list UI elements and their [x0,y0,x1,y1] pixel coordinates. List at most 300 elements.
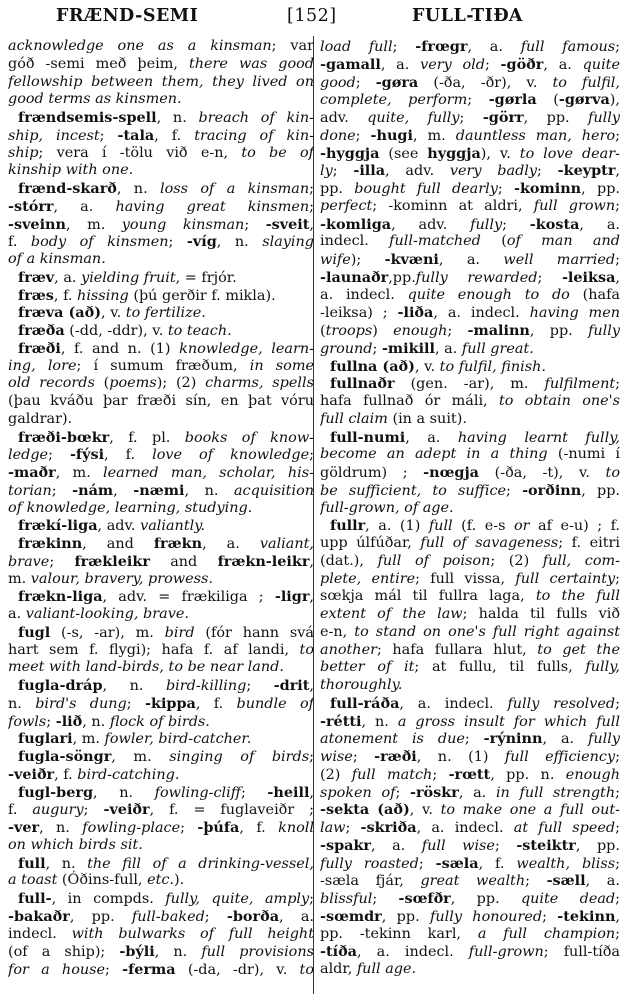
headword: hyggja [427,144,481,162]
headword: -sœmdr [320,907,382,925]
dictionary-line [8,890,314,908]
definition-text: great wealth [420,873,526,890]
headword: -tekinn [557,907,616,925]
definition-text: bird [164,624,195,641]
dictionary-line [8,109,314,127]
right-column [320,38,620,993]
dictionary-line [320,145,620,163]
entry-text: upp úlfúðar, [320,535,421,551]
dictionary-line [320,801,620,819]
dictionary-line [320,464,620,482]
definition-text: well married [503,252,616,268]
definition-text: another [320,641,377,658]
dictionary-line [320,109,620,127]
dictionary-line [320,500,620,518]
entry-text: ), v. [480,145,520,162]
entry-text: , [309,784,314,801]
entry-text: (f. e-s [452,518,514,535]
definition-text: fully roasted [320,855,419,872]
headword: -spakr [320,836,372,854]
dictionary-line [8,500,314,518]
definition-text: of man and [506,233,620,250]
entry-text: , = frjór. [175,269,237,286]
entry-text: ; [537,163,558,180]
dictionary-line [8,127,314,145]
dictionary-line [8,482,314,500]
definition-text: young kinsman [121,216,245,233]
entry-text: ; [48,447,70,464]
definition-text: to obtain one's [498,393,620,409]
definition-text: full of savageness [420,535,559,551]
entry-text: , v. [409,802,441,819]
definition-text: to stand on one's full right against [354,623,620,640]
dictionary-line [8,961,314,979]
headword: -maðr [8,464,56,481]
entry-text: pp. [320,181,355,197]
dictionary-line [8,251,314,269]
entry-text: ; [615,252,620,268]
dictionary-line [320,74,620,92]
dictionary-line [320,588,620,606]
entry-text: ; [459,110,483,126]
entry-text: ); (2) [156,375,206,392]
headword: -tíða [320,943,358,961]
dictionary-line [320,713,620,731]
definition-text: troops [325,323,373,339]
entry-text: , pp. [581,181,620,197]
dictionary-line [8,659,314,677]
headword: -ligr [274,588,310,606]
entry-text: a. [8,606,26,622]
headword: -sœfðr [398,890,451,907]
definition-text: acknowledge one as a kinsman [8,38,272,54]
dictionary-line [8,713,314,731]
entry-text: (2) [320,766,352,783]
dictionary-line [320,535,620,553]
dictionary-line [320,340,620,358]
headword: -sveinn [8,215,66,233]
dictionary-line [8,91,314,109]
dictionary-line [320,233,620,251]
definition-text: fowls [8,713,47,730]
definition-text: of knowledge, learning, studying. [8,499,253,516]
headword: -drit [273,677,310,694]
definition-text: augury [32,802,84,819]
headword: fullna (að) [330,357,415,375]
headword: -mikill [381,339,435,357]
dictionary-line [8,287,314,305]
entry-text: (-ða, -ðr), v. [418,74,553,91]
definition-text: load full [320,39,393,55]
dictionary-line [320,730,620,748]
definition-text: full famous [520,39,616,55]
definition-text: full age. [356,961,417,977]
headword: fugl [18,623,51,641]
headword: fullr [330,517,366,535]
entry-text: , a. [579,216,620,233]
entry-text: , n. [39,820,83,836]
entry-text: (-s, -ar), m. [50,624,165,641]
definition-text: a gross insult for which full [397,713,620,730]
entry-text: af e-u) ; f. [529,518,620,535]
entry-text: ( [94,375,110,392]
definition-text: having learnt fully, [457,429,620,446]
definition-text: ly [320,163,333,180]
dictionary-line [8,198,314,216]
definition-text: ledge [8,447,49,464]
entry-text: ,pp. [388,269,416,286]
dictionary-line [320,446,620,464]
headword: frækinn [18,535,83,552]
entry-text: (of a ship); [8,944,120,961]
entry-text: ; full vissa, [415,570,516,587]
headword: -komliga [320,215,392,233]
headword: -næmi [133,481,185,499]
definition-text: etc. [147,872,175,889]
definition-text: to fertilize. [125,305,206,322]
definition-text: fully resolved [507,695,616,712]
entry-text: , a. [53,198,116,215]
dictionary-line [8,588,314,606]
entry-text: ; [484,56,501,73]
definition-text: quite [582,56,620,73]
dictionary-line [8,872,314,890]
dictionary-line [320,961,620,979]
entry-text: hafa fullnað ór máli, [320,393,499,409]
definition-text: breach of kin- [198,110,314,126]
dictionary-line [320,624,620,642]
entry-text: ; [309,749,314,765]
headword: -hyggja [320,144,380,162]
definition-text: plete, entire [320,570,416,587]
headword: -görr [482,109,524,126]
dictionary-line [320,748,620,766]
dictionary-line [8,269,314,287]
entry-text: ; [615,127,620,144]
entry-text: ; [542,908,558,925]
entry-text: (hafa [569,286,620,303]
headword: -sæla [435,854,479,872]
entry-text: , a. [380,56,421,73]
headword: frændsemis-spell [18,109,157,126]
dictionary-line [8,446,314,464]
entry-text: , a. [585,873,620,890]
entry-text: ; [502,216,530,233]
dictionary-line [8,730,314,748]
headword: -gamall [320,55,381,73]
definition-text: bought full dearly [354,181,498,197]
definition-text: kinship with one. [8,162,134,179]
entry-text: , a. [54,269,82,286]
entry-text: ; [615,749,620,765]
definition-text: ship [8,144,39,161]
entry-text: , [615,269,620,286]
entry-text: indecl. [8,925,72,942]
definition-text: fowling-cliff [154,784,241,801]
definition-text: fully [588,731,620,748]
headword: fuglari [18,730,73,748]
entry-text: , a. indecl. [357,944,469,961]
definition-text: full-matched [389,233,481,250]
headword: frænd-skarð [18,180,117,197]
definition-text: to love dear- [519,145,620,162]
definition-text: poems [109,375,157,392]
dictionary-line [8,393,314,411]
dictionary-line [320,162,620,180]
entry-text: , pp. [450,891,521,907]
headword: -sekta (að) [320,801,410,819]
entry-text: (þú gerðir f. mikla). [128,287,276,304]
definition-text: fulfilment [544,376,616,393]
dictionary-line [320,287,620,305]
entry-text: ; [309,891,314,907]
entry-text: , n. [82,713,110,730]
definition-text: to fulfil, [552,74,620,91]
dictionary-line [8,943,314,961]
headword: -illa [353,162,386,180]
headword: -gørla [488,91,537,109]
definition-text: brave [8,553,50,570]
definition-text: enough [565,766,620,783]
entry-text: , f. = fuglaveiðr ; [149,802,314,819]
dictionary-line [320,571,620,589]
dictionary-line [8,180,314,198]
headword: -ræði [374,748,417,765]
dictionary-line [8,411,314,429]
entry-text: , m. [55,465,104,481]
entry-text: , a. [405,429,458,446]
entry-text: m. [8,570,31,587]
entry-text: ; hafa fullara hlut, [376,641,538,658]
header-left-guideword: FRÆND-SEMI [56,6,199,26]
definition-text: fully, quite, amply [165,891,310,907]
dictionary-line [8,145,314,163]
entry-text: , pp. n. [490,766,566,783]
dictionary-line [8,517,314,535]
definition-text: on which birds sit. [8,836,143,853]
entry-text: (in a suit). [387,410,467,427]
entry-text: ; [345,820,361,836]
left-column [8,38,314,993]
entry-text: , a. [371,837,422,854]
headword: full-numi [330,428,406,446]
dictionary-line [8,571,314,589]
entry-text: ; [615,695,620,712]
dictionary-line [320,642,620,660]
definition-text: extent of the law [320,606,463,622]
entry-text: , a. [458,784,496,801]
entry-text: , a. (1) [365,518,429,535]
header-right-guideword: FULL-TIÐA [412,6,523,26]
definition-text: in full strength [495,784,616,801]
entry-text: ; [83,802,104,819]
entry-text: , [309,216,314,233]
entry-text: , n. [93,784,155,801]
entry-text: , a. indecl. [416,820,514,836]
dictionary-line [8,766,314,784]
entry-text: ; [464,731,484,748]
definition-text: full-grown, of age. [320,499,454,516]
headword: frækleikr [74,552,150,570]
entry-text: ; [309,447,314,464]
dictionary-line [320,216,620,234]
definition-text: ground [320,340,373,357]
entry-text: , f. and n. (1) [60,340,180,357]
headword: full [18,854,46,872]
entry-text: sœkja mál til fullra laga, [320,588,536,605]
definition-text: old records [8,375,95,392]
headword: -nám [72,481,114,499]
entry-text: , f. [195,695,237,712]
definition-text: valiant-looking, brave. [25,606,189,622]
entry-text: ), [609,92,620,109]
headword: -rýninn [483,730,543,748]
headword: -orðinn [522,481,582,499]
headword: -göðr [500,55,544,73]
dictionary-line [8,819,314,837]
definition-text: to get the [537,641,620,658]
definition-text: hissing [77,287,129,304]
definition-text: a full champion [477,925,616,942]
entry-text: ; [615,784,620,801]
definition-text: learned man, scholar, his- [103,465,314,481]
entry-text: ; [99,127,118,144]
entry-text: , a. [438,252,504,268]
headword: -hugi [370,126,413,144]
dictionary-line [8,464,314,482]
definition-text: good terms as kinsmen. [8,91,182,108]
definition-text: singing of birds [169,749,310,765]
definition-text: thoroughly. [320,677,403,693]
dictionary-line [8,784,314,802]
dictionary-line [320,411,620,429]
dictionary-line [320,251,620,269]
definition-text: flock of birds. [109,713,210,730]
dictionary-line [8,162,314,180]
entry-text: ; [168,234,187,251]
entry-text: ; [105,962,123,978]
headword: -launaðr [320,268,389,286]
dictionary-line [320,56,620,74]
entry-text: (þau kváðu þar fræði sín, en þat vóru [8,393,314,409]
dictionary-line [320,926,620,944]
definition-text: at full speed [513,820,616,836]
definition-text: become an adept in a thing [320,446,548,463]
entry-text: ( [320,323,326,339]
entry-text: (-dd, -ddr), v. [64,323,168,339]
definition-text: torian [8,482,52,499]
dictionary-line [320,393,620,411]
headword: fræv [18,268,55,286]
definition-text: knowledge, learn- [179,340,314,357]
dictionary-line [8,553,314,571]
entry-text: ; full-tíða [543,944,620,961]
entry-text: ; [615,39,620,55]
headword: -frœgr [415,38,468,55]
entry-text: ; -kominn at aldri, [372,197,534,214]
headword: -borða [226,907,280,925]
entry-text: adv. [320,110,368,126]
headword: -býli [119,943,155,961]
definition-text: wise [320,749,353,765]
entry-text: , [309,678,314,694]
definition-text: full of poison [377,552,491,569]
definition-text: valiant, [259,536,314,552]
headword: -lið [55,712,83,730]
dictionary-line [320,375,620,393]
headword: -sveit [265,215,310,233]
headword: -bakaðr [8,907,70,925]
definition-text: to make one a full out- [440,802,620,819]
headword: -skriða [360,819,417,836]
headword: fræva (að) [18,304,102,322]
definition-text: ing, lore [8,357,77,374]
dictionary-line [320,553,620,571]
definition-text: or [513,518,530,535]
definition-text: bird's dung [35,695,127,712]
definition-text: loss of a kinsman [160,181,310,197]
entry-text: ; [355,74,376,91]
entry-text: , a. [279,908,314,925]
entry-text: , a. [542,731,589,748]
entry-text: , n. [116,181,161,197]
definition-text: full efficiency [504,749,616,765]
entry-text: ; í sumum fræðum, [76,357,250,374]
definition-text: very old [420,56,485,73]
dictionary-line [320,91,620,109]
dictionary-line [8,535,314,553]
dictionary-line [8,216,314,234]
dictionary-line [320,180,620,198]
definition-text: full-baked [131,908,205,925]
definition-text: quite, fully [367,110,460,126]
entry-text: , a. indecl. [433,305,530,322]
entry-text: ; [244,216,266,233]
entry-text: , pp. [581,482,620,499]
dictionary-line [8,429,314,447]
entry-text: (-ða, -t), v. [479,465,606,481]
entry-text: , n. [361,713,398,730]
headword: -ver [8,819,40,836]
entry-text: , m. [412,127,456,144]
definition-text: very badly [449,163,538,180]
entry-text: , pp. [523,110,589,126]
definition-text: full, com- [542,552,620,569]
entry-text: ; [49,553,75,570]
definition-text: the fill of a drinking-vessel, [87,855,314,872]
dictionary-line [320,482,620,500]
dictionary-line [8,358,314,376]
headword: -gøra [375,73,419,91]
headword: -gørva [558,91,610,109]
dictionary-line [8,233,314,251]
dictionary-line [8,340,314,358]
entry-text: (-da, -dr), v. [175,962,300,978]
definition-text: to fulfil, finish. [439,358,546,375]
entry-text: , [615,163,620,180]
definition-text: wealth, bliss [516,855,616,872]
definition-text: meet with land-birds, to be near land. [8,659,284,676]
entry-text: , n. [102,678,166,694]
definition-text: for a house [8,962,106,978]
entry-text: , n. [154,944,202,961]
dictionary-line [8,926,314,944]
definition-text: spoken of [320,784,396,801]
headword: fræs [18,286,54,304]
entry-text: , a. [467,39,521,55]
entry-text: , n. [156,110,199,126]
headword: -kippa [145,694,196,712]
